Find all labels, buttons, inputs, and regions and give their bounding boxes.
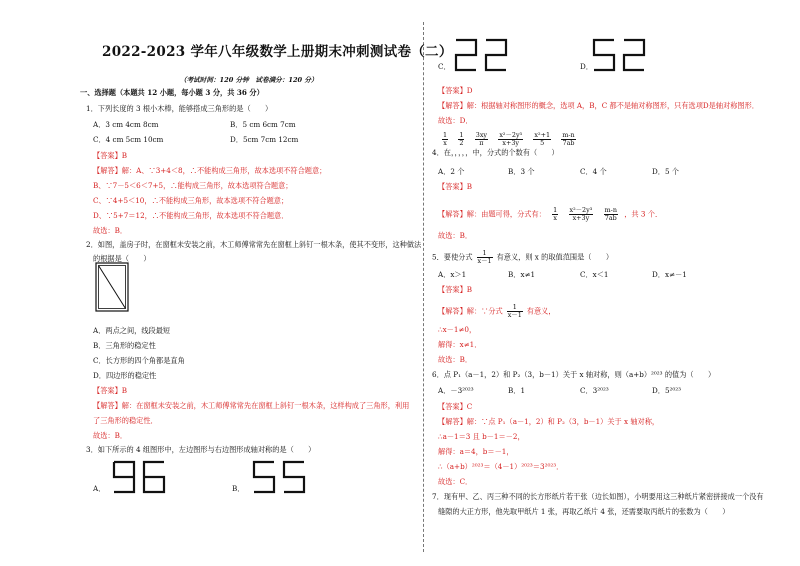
q5-option-c: C．x＜1 [580, 270, 609, 279]
q6-explanation-2: ∴a－1＝3 且 b－1＝－2， [438, 432, 525, 441]
q4-answer: 【答案】B [438, 182, 473, 191]
q5-option-b: B．x≠1 [508, 270, 536, 279]
q1-explanation-1: 【解答】解：A、∵3+4＜8，∴不能构成三角形，故本选项不符合题意； [93, 166, 327, 175]
page-title: 2022-2023 学年八年级数学上册期末冲刺测试卷（二） [102, 44, 453, 60]
q2-stem-line2: 的根据是（ ） [93, 254, 151, 263]
q3-option-b: B． [232, 484, 245, 493]
q1-option-b: B．5 cm 6cm 7cm [230, 120, 296, 129]
q5-option-a: A．x＞1 [438, 270, 467, 279]
q5-fraction: $\frac{1}{x-1}$ [477, 249, 492, 265]
q1-explanation-5: 故选：B． [93, 226, 128, 235]
q6-option-d: D．5²⁰²³ [652, 386, 682, 395]
q5-explanation-3: 解得：x≠1． [438, 340, 482, 349]
q4-explanation-2: 故选：B． [438, 231, 473, 240]
q6-explanation-4: ∴（a+b）²⁰²³＝（4－1）²⁰²³＝3²⁰²³． [438, 462, 564, 471]
q2-option-a: A．两点之间，线段最短 [93, 326, 171, 335]
q6-option-a: A．－3²⁰²³ [438, 386, 474, 395]
q4-fraction-5: $\frac{\text{x²+1}}{5}$ [534, 131, 551, 147]
q1-answer: 【答案】B [93, 151, 128, 160]
q2-explanation-2: 了三角形的稳定性． [93, 416, 158, 425]
q1-option-c: C．4 cm 5cm 10cm [93, 135, 164, 144]
q6-explanation-3: 解得：a＝4，b＝－1， [438, 447, 514, 456]
window-frame-figure [95, 262, 129, 312]
q3-option-d: D． [580, 62, 593, 71]
q5-explanation-4: 故选：B． [438, 355, 473, 364]
q2-option-d: D．四边形的稳定性 [93, 371, 157, 380]
q4-exp-fraction-1: $\frac{1}{x}$ [553, 206, 558, 222]
q4-stem: 4．在，，，，，中，分式的个数有（ ） [432, 148, 559, 157]
q4-fraction-2: $\frac{1}{2}$ [459, 131, 464, 147]
q3-stem: 3．如下所示的 4 组图形中，左边图形与右边图形成轴对称的是（ ） [86, 445, 316, 454]
q1-explanation-3: C、∵4+5＜10，∴不能构成三角形，故本选项不符合题意； [93, 196, 289, 205]
q2-option-b: B．三角形的稳定性 [93, 341, 156, 350]
q4-explanation-1: 【解答】解：由题可得，分式有： $\frac{1}{x}$ $\frac{\text{x²－2y³}}{x+3y}$ $\frac{m-n}{7ab}$ ，共 3 个． [438, 206, 663, 222]
q4-option-c: C．4 个 [580, 167, 607, 176]
q4-fractions-row [438, 132, 580, 147]
q3-figure-c [454, 38, 514, 74]
column-divider [423, 22, 424, 552]
q1-explanation-2: B、∵7－5＜6＜7+5，∴能构成三角形，故本选项符合题意； [93, 181, 293, 190]
q6-explanation-1: 【解答】解：∵点 P₁（a－1，2）和 P₂（3，b－1）关于 x 轴对称， [438, 417, 660, 426]
q3-option-c: C． [438, 62, 451, 71]
q1-explanation-4: D、∵5+7＝12，∴不能构成三角形，故本选项不符合题意． [93, 211, 289, 220]
q3-figure-d [592, 38, 652, 74]
q3-option-a: A． [93, 484, 106, 493]
exam-info: （考试时间：120 分钟 试卷满分：120 分） [180, 76, 318, 84]
q4-fraction-4: $\frac{\text{x²－2y³}}{x+3y}$ [499, 131, 523, 147]
q3-figure-a [112, 460, 172, 496]
q7-stem-line1: 7．现有甲、乙、丙三种不同的长方形纸片若干张（边长如图），小明要用这三种纸片紧密拼接成一个没有 [432, 492, 764, 501]
q3-explanation-1: 【解答】解：根据轴对称图形的概念，选项 A，B，C 都不是轴对称图形，只有选项D是轴对称图形． [438, 101, 759, 110]
q2-explanation-1: 【解答】解：在窗框未安装之前，木工师傅常常先在窗框上斜钉一根木条，这样构成了三角形，利用 [93, 401, 410, 410]
q3-answer: 【答案】D [438, 86, 473, 95]
q4-fraction-3: $\frac{3xy}{\pi}$ [475, 131, 488, 147]
q2-option-c: C．长方形的四个角都是直角 [93, 356, 185, 365]
q4-option-b: B．3 个 [508, 167, 535, 176]
q4-exp-fraction-4: $\frac{\text{x²－2y³}}{x+3y}$ [569, 206, 593, 222]
q3-explanation-2: 故选：D． [438, 116, 473, 125]
section-heading: 一、选择题（本题共 12 小题，每小题 3 分，共 36 分） [80, 88, 264, 97]
q4-fraction-6: $\frac{m-n}{7ab}$ [562, 131, 575, 147]
q6-option-c: C．3²⁰²³ [580, 386, 609, 395]
q5-explanation-1: 【解答】解：∵分式 $\frac{1}{x-1}$ 有意义， [438, 303, 556, 319]
q4-option-a: A．2 个 [438, 167, 465, 176]
q6-explanation-5: 故选：C． [438, 477, 473, 486]
q5-answer: 【答案】B [438, 285, 473, 294]
q4-exp-fraction-6: $\frac{m-n}{7ab}$ [604, 206, 617, 222]
q2-answer: 【答案】B [93, 386, 128, 395]
q5-stem: 5．要使分式 $\frac{1}{x-1}$ 有意义，则 x 的取值范围是（ ） [432, 249, 614, 265]
q1-stem: 1．下列长度的 3 根小木棒，能够搭成三角形的是（ ） [86, 104, 273, 113]
q6-stem: 6．点 P₁（a－1，2）和 P₂（3，b－1）关于 x 轴对称，则（a+b）²⁰²³ 的值为（ ） [432, 370, 716, 379]
q4-option-d: D．5 个 [652, 167, 679, 176]
q4-fraction-1: $\frac{1}{x}$ [443, 131, 448, 147]
q3-figure-b [252, 460, 312, 496]
q1-option-d: D．5cm 7cm 12cm [230, 135, 299, 144]
right-column [432, 0, 764, 566]
q5-exp-fraction: $\frac{1}{x-1}$ [507, 303, 522, 319]
q7-stem-line2: 缝隙的大正方形，他先取甲纸片 1 张，再取乙纸片 4 张，还需要取丙纸片的张数为（ ） [438, 507, 730, 516]
q1-option-a: A．3 cm 4cm 8cm [93, 120, 159, 129]
q5-explanation-2: ∴x－1≠0， [438, 325, 477, 334]
q2-stem-line1: 2．如图，盖房子时，在窗框未安装之前，木工师傅常常先在窗框上斜钉一根木条，使其不变形，这种做法 [86, 240, 422, 249]
q2-explanation-3: 故选：B． [93, 431, 128, 440]
q6-option-b: B．1 [508, 386, 526, 395]
q6-answer: 【答案】C [438, 402, 473, 411]
q5-option-d: D．x≠－1 [652, 270, 687, 279]
